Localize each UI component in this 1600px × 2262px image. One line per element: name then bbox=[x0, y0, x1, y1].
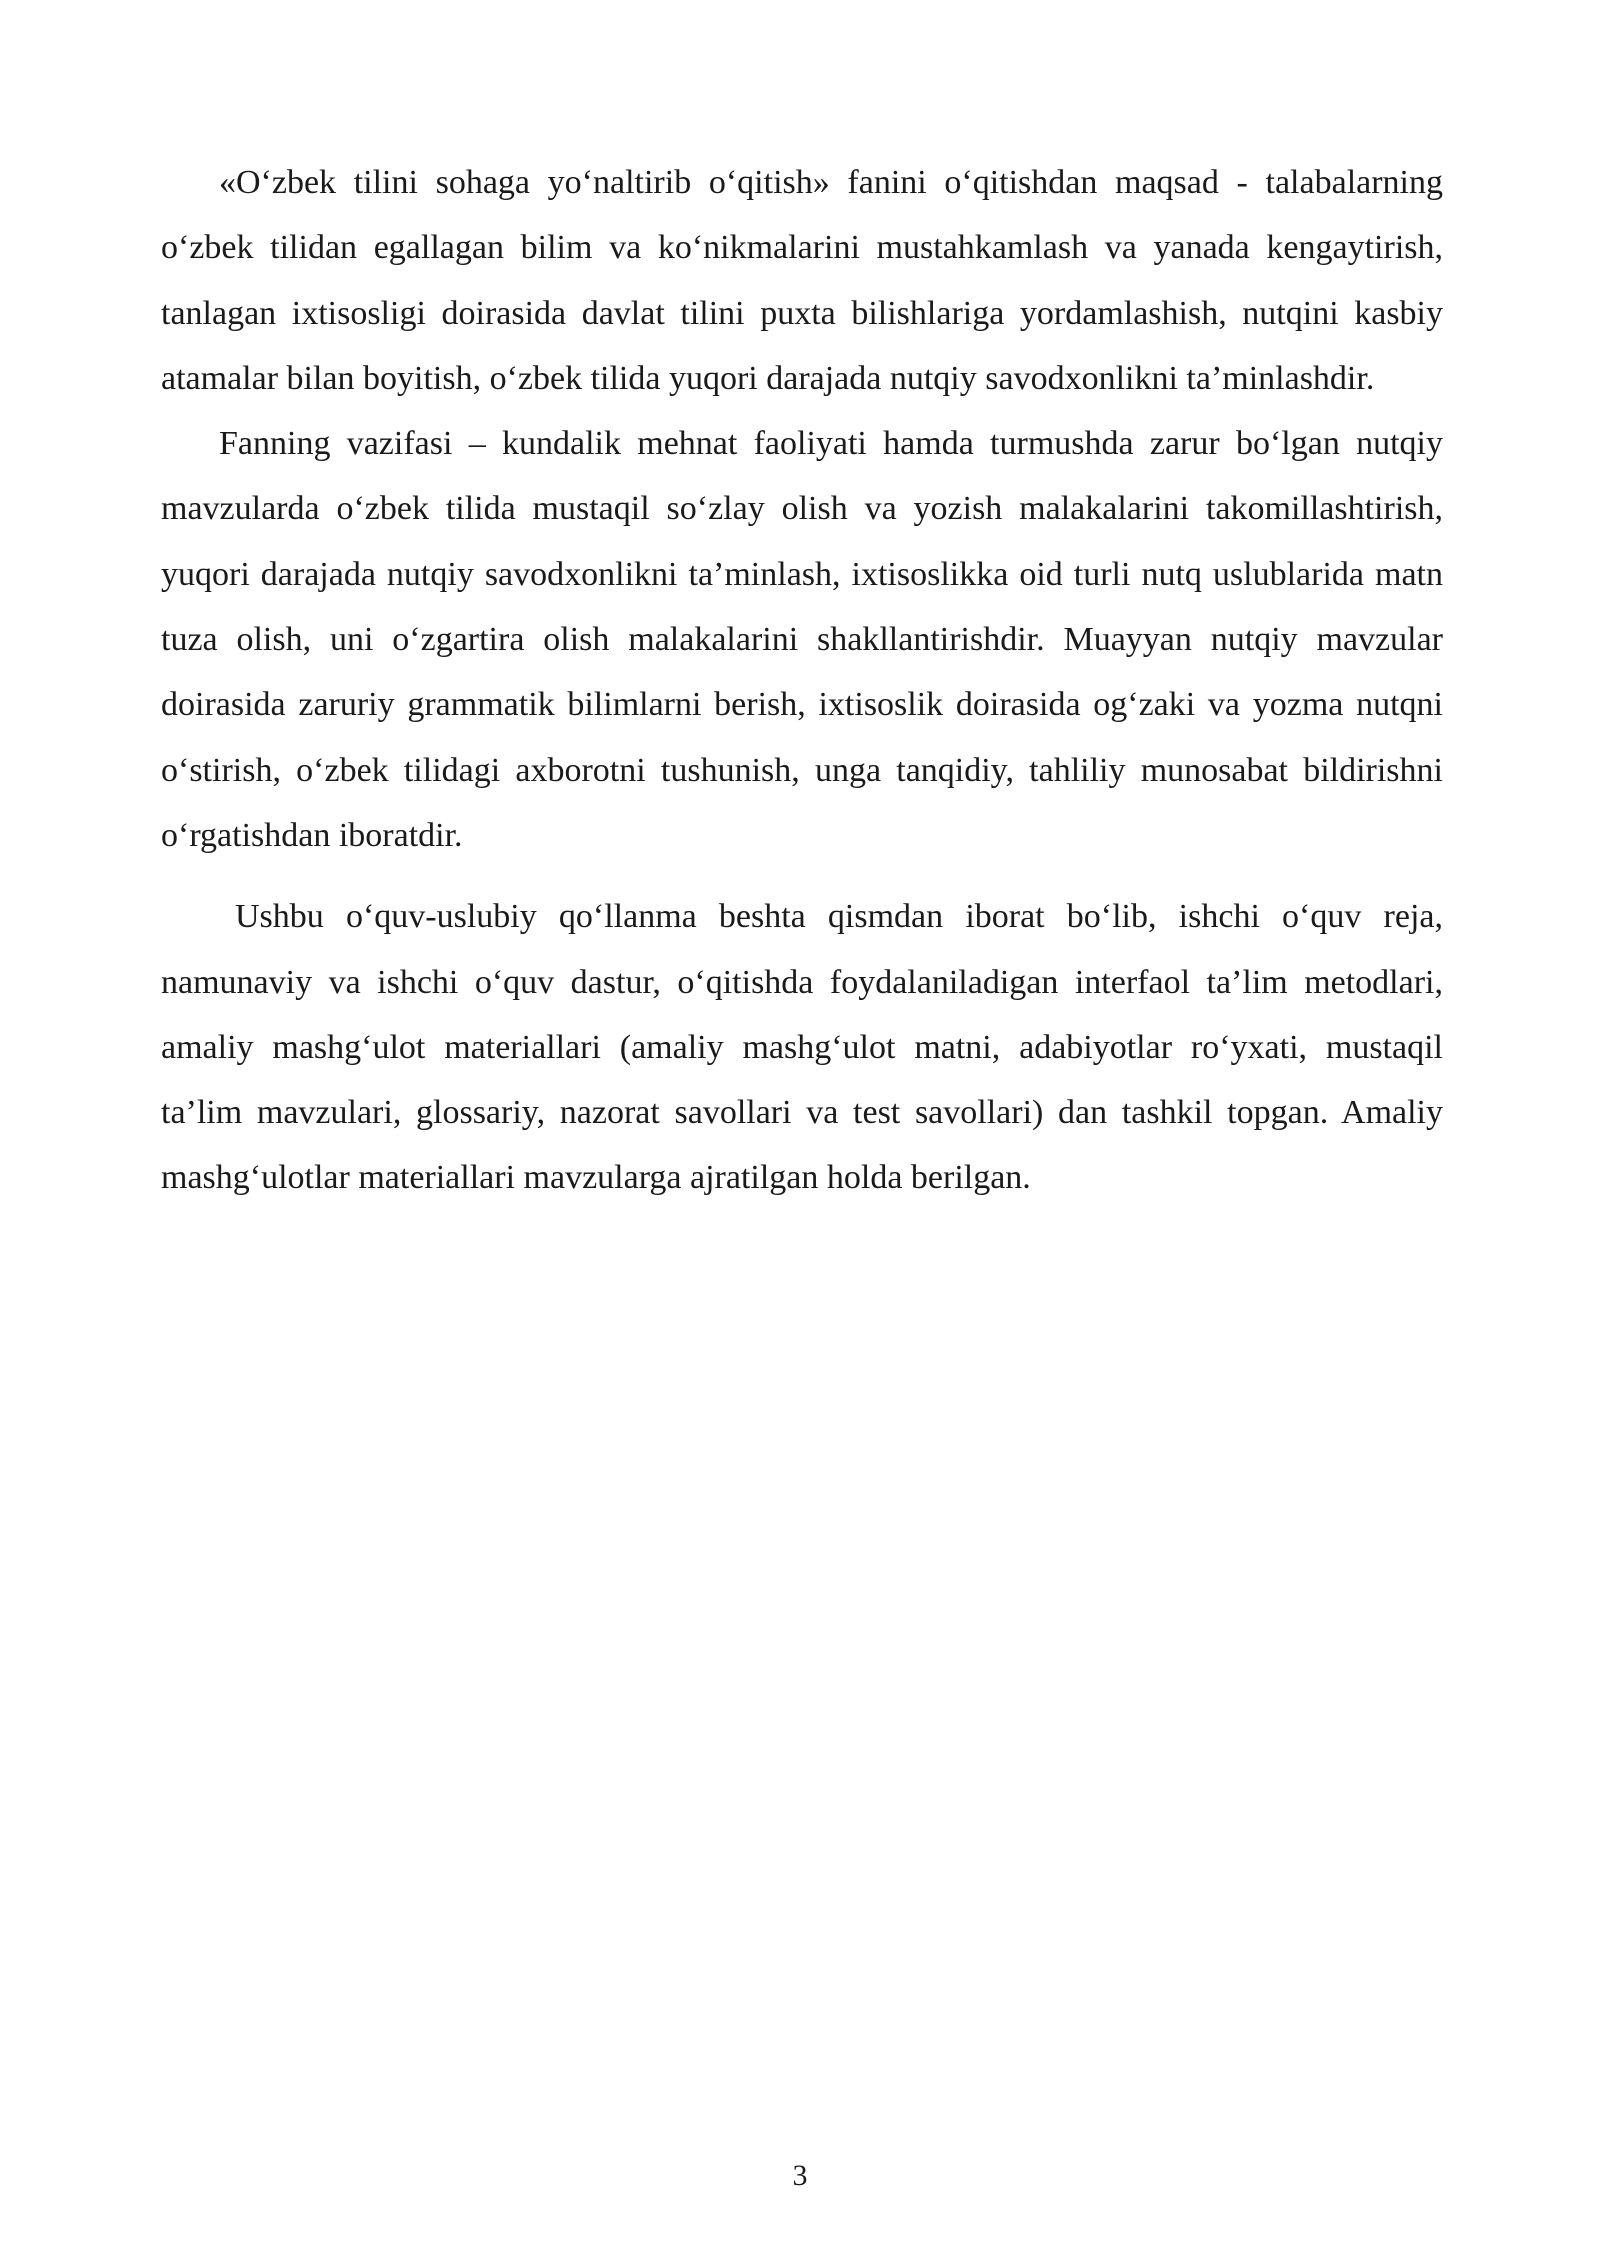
body-text bbox=[161, 150, 1443, 1211]
paragraph-structure: Ushbu o‘quv-uslubiy qo‘llanma beshta qismdan iborat bo‘lib, ishchi o‘quv reja, namunaviy va ishchi o‘quv dastur, o‘qitishda foydalaniladigan interfaol ta’lim metodlari, amaliy mashg‘ulot materiallari (amaliy mashg‘ulot matni, adabiyotlar ro‘yxati, mustaqil ta’lim mavzulari, glossariy, nazorat savollari va test savollari) dan tashkil topgan. Amaliy mashg‘ulotlar materiallari mavzularga ajratilgan holda berilgan. bbox=[161, 898, 1443, 1197]
page-number: 3 bbox=[792, 2159, 808, 2192]
paragraph-tasks: Fanning vazifasi – kundalik mehnat faoliyati hamda turmushda zarur bo‘lgan nutqiy mavzularda o‘zbek tilida mustaqil so‘zlay olish va yozish malakalarini takomillashtirish, yuqori darajada nutqiy savodxonlikni ta’minlash, ixtisoslikka oid turli nutq uslublarida matn tuza olish, uni o‘zgartira olish malakalarini shakllantirishdir. Muayyan nutqiy mavzular doirasida zaruriy grammatik bilimlarni berish, ixtisoslik doirasida og‘zaki va yozma nutqni o‘stirish, o‘zbek tilidagi axborotni tushunish, unga tanqidiy, tahliliy munosabat bildirishni o‘rgatishdan iboratdir. bbox=[161, 425, 1443, 854]
paragraph-goal: «O‘zbek tilini sohaga yo‘naltirib o‘qitish» fanini o‘qitishdan maqsad - talabalarning o‘zbek tilidan egallagan bilim va ko‘nikmalarini mustahkamlash va yanada kengaytirish, tanlagan ixtisosligi doirasida davlat tilini puxta bilishlariga yordamlashish, nutqini kasbiy atamalar bilan boyitish, o‘zbek tilida yuqori darajada nutqiy savodxonlikni ta’minlashdir. bbox=[161, 164, 1443, 397]
